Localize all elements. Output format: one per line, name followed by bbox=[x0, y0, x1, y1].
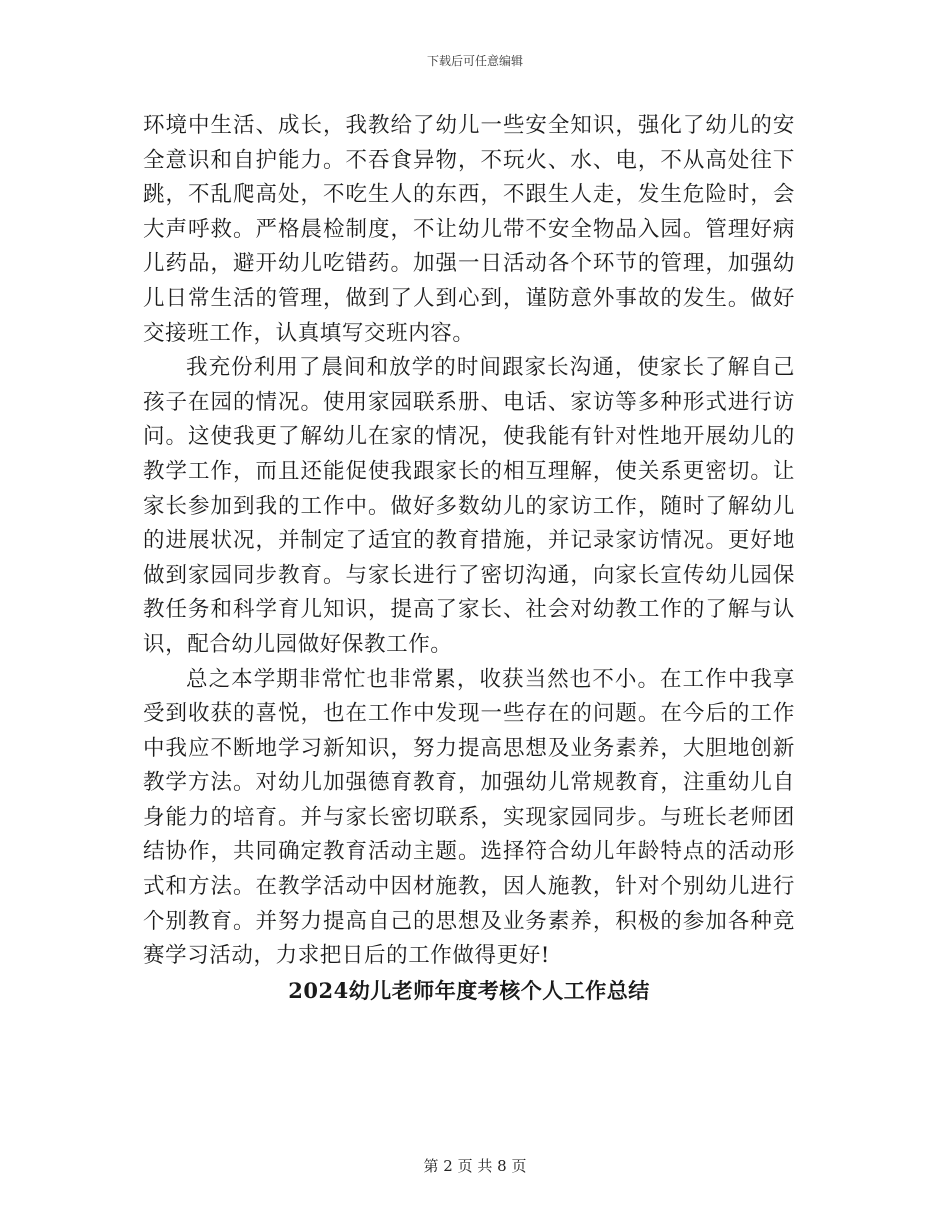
document-body bbox=[143, 109, 795, 1008]
paragraph-summary: 总之本学期非常忙也非常累，收获当然也不小。在工作中我享受到收获的喜悦，也在工作中发现一些存在的问题。在今后的工作中我应不断地学习新知识，努力提高思想及业务素养，大胆地创新教学方法。对幼儿加强德育教育，加强幼儿常规教育，注重幼儿自身能力的培育。并与家长密切联系，实现家园同步。与班长老师团结协作，共同确定教育活动主题。选择符合幼儿年龄特点的活动形式和方法。在教学活动中因材施教，因人施教，针对个别幼儿进行个别教育。并努力提高自己的思想及业务素养，积极的参加各种竞赛学习活动，力求把日后的工作做得更好! bbox=[143, 666, 795, 969]
page-header: 下载后可任意编辑 bbox=[426, 54, 523, 68]
paragraph-parent-communication: 我充份利用了晨间和放学的时间跟家长沟通，使家长了解自己孩子在园的情况。使用家园联系册、电话、家访等多种形式进行访问。这使我更了解幼儿在家的情况，使我能有针对性地开展幼儿的教学工作，而且还能促使我跟家长的相互理解，使关系更密切。让家长参加到我的工作中。做好多数幼儿的家访工作，随时了解幼儿的进展状况，并制定了适宜的教育措施，并记录家访情况。更好地做到家园同步教育。与家长进行了密切沟通，向家长宣传幼儿园保教任务和科学育儿知识，提高了家长、社会对幼教工作的了解与认识，配合幼儿园做好保教工作。 bbox=[143, 355, 795, 657]
section-title: 2024幼儿老师年度考核个人工作总结 bbox=[288, 977, 650, 1003]
paragraph-safety: 环境中生活、成长，我教给了幼儿一些安全知识，强化了幼儿的安全意识和自护能力。不吞食异物，不玩火、水、电，不从高处往下跳，不乱爬高处，不吃生人的东西，不跟生人走，发生危险时，会大声呼救。严格晨检制度，不让幼儿带不安全物品入园。管理好病儿药品，避开幼儿吃错药。加强一日活动各个环节的管理，加强幼儿日常生活的管理，做到了人到心到，谨防意外事故的发生。做好交接班工作，认真填写交班内容。 bbox=[143, 113, 795, 346]
page-footer: 第 2 页 共 8 页 bbox=[423, 1157, 527, 1175]
